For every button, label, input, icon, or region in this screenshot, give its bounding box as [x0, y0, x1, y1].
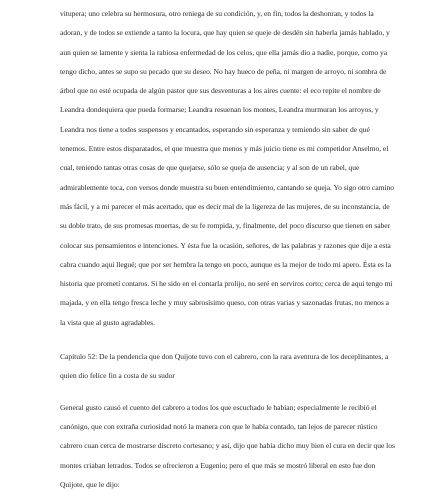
body-paragraph: General gusto causó el cuento del cabrero a todos los que escuchado le habían; especialmente le recibió el canónigo, que con extraña curiosidad notó la manera con que le había contado, tan lejos de parecer rústico cabrero cuan cerca de mostrarse discreto cortesano; y así, dijo que había dicho muy bien el cura en decir que los montes criaban letrados. Todos se ofrecieron a Eugenio; pero el que más se mostró liberal en esto fue don Quijote, que le dijo:	[60, 402, 395, 489]
chapter-heading: Capítulo 52: De la pendencia que don Quijote tuvo con el cabrero, con la rara aventura de los deceplinantes, a quien dio felice fin a costa de su sudor	[60, 352, 389, 381]
body-paragraph: vitupera; uno celebra su hermosura, otro reniega de su condición, y, en fin, todos la deshonran, y todos la adoran, y de todos se extiende a tanto la locura, que hay quien se queje de desdén sin haberla jamás hablado, y aun quien se lamente y sienta la rabiosa enfermedad de los celos, que ella jamás dio a nadie, porque, como ya tengo dicho, antes se supo su pecado que su deseo. No hay hueco de peña, ni margen de arroyo, ni sombra de árbol que no esté ocupada de algún pastor que sus desventuras a los aires cuente: el eco repite el nombre de Leandra dondequiera que pueda formarse; Leandra resuenan los montes, Leandra murmuran los arroyos, y Leandra nos tiene a todos suspensos y encantados, esperando sin esperanza y temiendo sin saber de qué tenemos. Entre estos disparatados, el que muestra que menos y más juicio tiene es mi competidor Anselmo, el cual, teniendo tantas otras cosas de que quejarse, sólo se queja de ausencia; y al son de un rabel, que admirablemente toca, con versos donde muestra su buen entendimiento, cantando se queja. Yo sigo otro camino más fácil, y a mi parecer el más acertado, que es decir mal de la ligereza de las mujeres, de su inconstancia, de su doble trato, de sus promesas muertas, de su fe rompida, y, finalmente, del poco discurso que tienen en saber colocar sus pensamientos e intenciones. Y ésta fue la ocasión, señores, de las palabras y razones que dije a esta cabra cuando aquí llegué; que por ser hembra la tengo en poco, aunque es la mejor de todo mi apero. Ésta es la historia que prometí contaros. Si he sido en el contarla prolijo, no seré en serviros corto; cerca de aquí tengo mi majada, y en ella tengo fresca leche y muy sabrosísimo queso, con otras varias y sazonadas frutas, no menos a la vista que al gusto agradables.	[60, 9, 394, 327]
